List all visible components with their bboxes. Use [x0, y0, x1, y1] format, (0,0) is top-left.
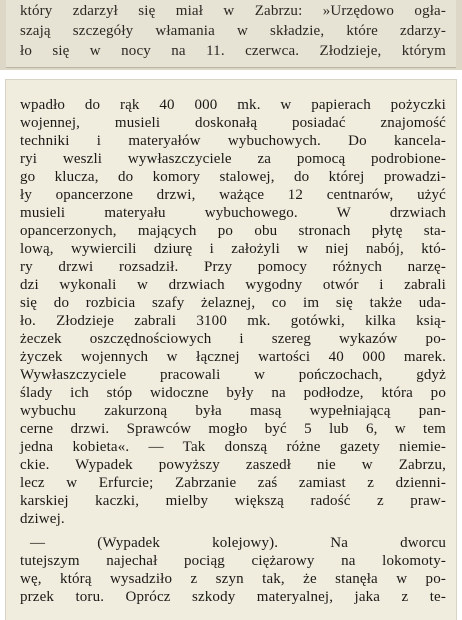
text-line: dziwej.: [20, 511, 65, 527]
text-line: ryi weszli wywłaszczyciele za pomocą podrobione-: [20, 151, 446, 167]
text-line: ło. Złodzieje zabrali 3100 mk. gotówki, kilka ksią-: [20, 313, 446, 329]
previous-clipping: [0, 0, 462, 70]
text-line: wę, którą wysadziło z szyn tak, że stanęła w po-: [20, 571, 446, 587]
newspaper-column: [6, 80, 456, 620]
text-line: lową, wywiercili dziurę i założyli w niej nabój, któ-: [20, 241, 446, 257]
text-line: dzi wykonali w drzwiach wygodny otwór i zabrali: [20, 277, 446, 293]
section-heading-line: — (Wypadek kolejowy). Na dworcu: [30, 535, 446, 551]
text-line: wojennej, musieli doskonałą posiadać znajomość: [20, 115, 446, 131]
text-line: ło się w nocy na 11. czerwca. Złodzieje, którym: [20, 43, 446, 59]
text-line: opancerzonych, mających po obu stronach płytę sta-: [20, 223, 446, 239]
previous-clipping-paper: [6, 0, 456, 68]
text-line: wpadło do rąk 40 000 mk. w papierach pożyczki: [20, 97, 446, 113]
text-line: Wywłaszczyciele pracowali w pończochach, gdyż: [20, 367, 446, 383]
text-line: życzek wojennych w łącznej wartości 40 000 marek.: [20, 349, 446, 365]
text-line: ły opancerzone drzwi, ważące 12 centnarów, użyć: [20, 187, 446, 203]
text-line: się do rozbicia szafy żelaznej, co im się także uda-: [20, 295, 446, 311]
text-line: lecz w Erfurcie; Zabrzanie zaś zamiast z dzienni-: [20, 475, 446, 491]
text-line: szają szczegóły włamania w składzie, które zdarzy-: [20, 23, 446, 39]
text-line: jedna kobieta«. — Tak donszą różne gazety niemie-: [20, 439, 446, 455]
text-line: który zdarzył się miał w Zabrzu: »Urzędowo ogła-: [20, 3, 446, 19]
text-line: żeczek oszczędnościowych i szereg wykazów po-: [20, 331, 446, 347]
text-line: karskiej kaczki, mielby większą radość z praw-: [20, 493, 446, 509]
text-line: musieli materyału wybuchowego. W drzwiach: [20, 205, 446, 221]
text-line: wybuchu zakurzoną była masą wypełniającą pan-: [20, 403, 446, 419]
text-line: go klucza, do komory stalowej, do której prowadzi-: [20, 169, 446, 185]
text-line: techniki i materyałów wybuchowych. Do kancela-: [20, 133, 446, 149]
text-line: ry drzwi rozsadził. Przy pomocy różnych narzę-: [20, 259, 446, 275]
text-line: tutejszym najechał pociąg ciężarowy na lokomoty-: [20, 553, 446, 569]
text-line: przek toru. Oprócz szkody materyalnej, jaka z te-: [20, 589, 446, 605]
text-line: ckie. Wypadek powyższy zaszedł nie w Zabrzu,: [20, 457, 446, 473]
text-line: cerne drzwi. Sprawców mogło być 5 lub 6, w tem: [20, 421, 446, 437]
text-line: ślady ich stóp widoczne były na podłodze, która po: [20, 385, 446, 401]
